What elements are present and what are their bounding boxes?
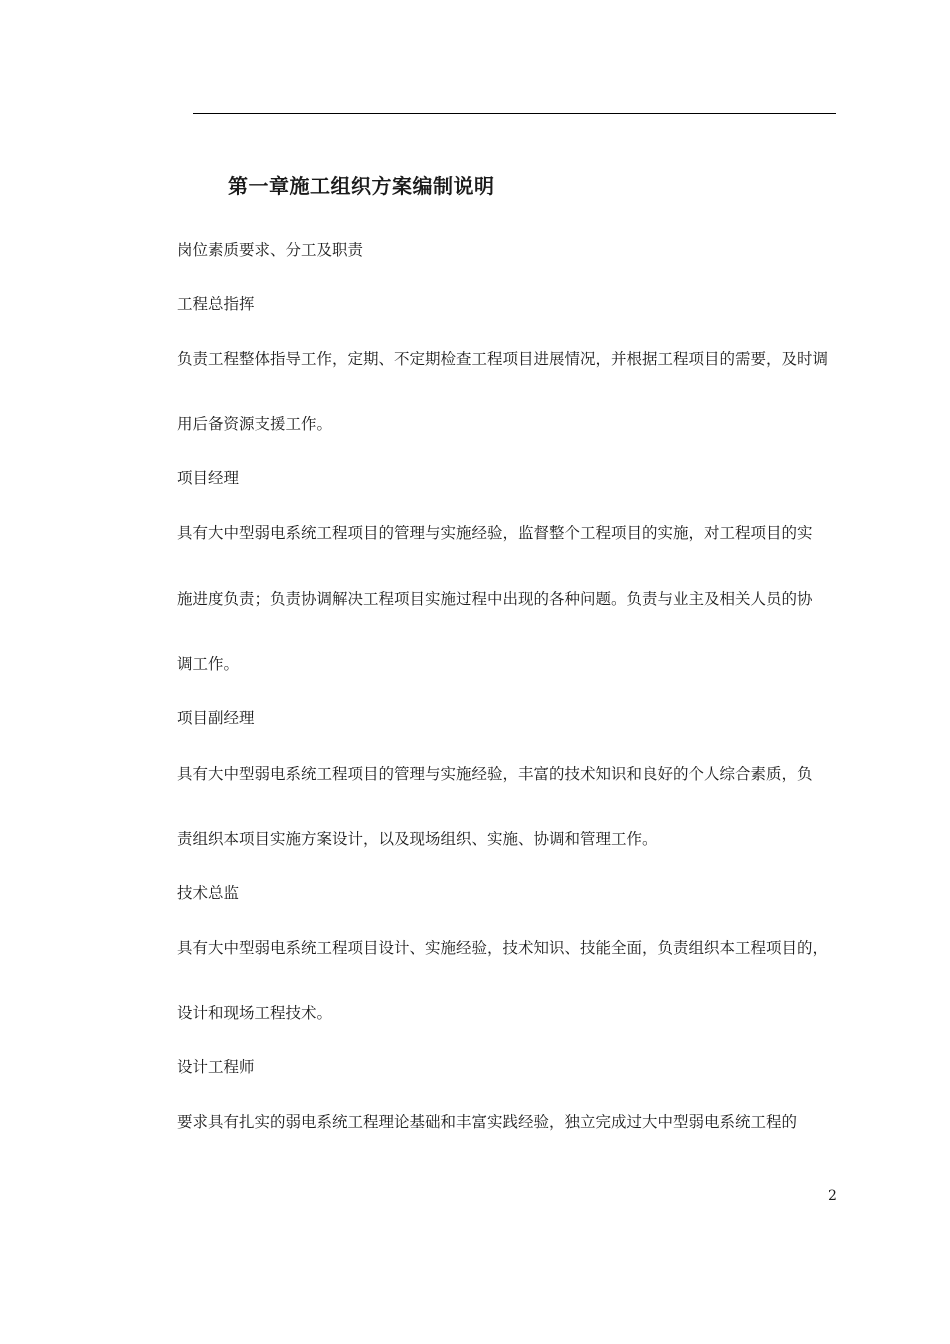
role-description-line: 设计和现场工程技术。 (177, 1004, 333, 1022)
chapter-title: 第一章施工组织方案编制说明 (228, 174, 495, 198)
role-description-line: 具有大中型弱电系统工程项目的管理与实施经验，丰富的技术知识和良好的个人综合素质，负 (177, 765, 813, 783)
role-name-project-manager: 项目经理 (177, 469, 240, 487)
role-description-line: 用后备资源支援工作。 (177, 415, 333, 433)
role-description-line: 施进度负责；负责协调解决工程项目实施过程中出现的各种问题。负责与业主及相关人员的协 (177, 590, 813, 608)
role-name-deputy-manager: 项目副经理 (177, 709, 255, 727)
role-description-line: 责组织本项目实施方案设计，以及现场组织、实施、协调和管理工作。 (177, 830, 658, 848)
role-description-line: 负责工程整体指导工作，定期、不定期检查工程项目进展情况，并根据工程项目的需要，及时调 (177, 350, 829, 368)
page-number: 2 (828, 1188, 837, 1204)
role-name-chief-commander: 工程总指挥 (177, 295, 255, 313)
role-name-design-engineer: 设计工程师 (177, 1058, 255, 1076)
role-description-line: 要求具有扎实的弱电系统工程理论基础和丰富实践经验，独立完成过大中型弱电系统工程的 (177, 1113, 798, 1131)
role-name-technical-director: 技术总监 (177, 884, 240, 902)
header-rule (193, 113, 836, 114)
role-description-line: 具有大中型弱电系统工程项目设计、实施经验，技术知识、技能全面，负责组织本工程项目的， (177, 939, 829, 957)
role-description-line: 具有大中型弱电系统工程项目的管理与实施经验，监督整个工程项目的实施，对工程项目的实 (177, 524, 813, 542)
role-description-line: 调工作。 (177, 655, 240, 673)
section-heading: 岗位素质要求、分工及职责 (177, 241, 364, 259)
